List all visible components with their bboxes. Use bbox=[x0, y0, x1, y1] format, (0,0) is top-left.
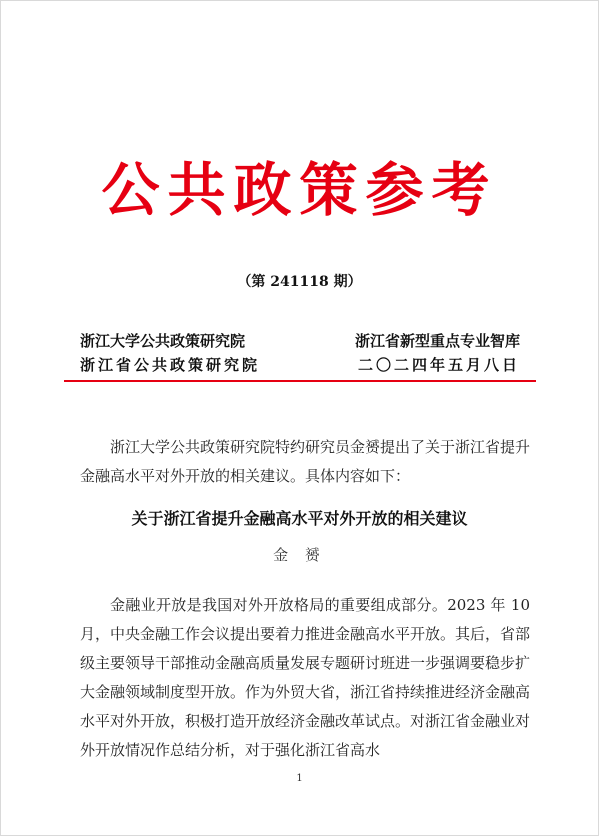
body-paragraph: 金融业开放是我国对外开放格局的重要组成部分。2023 年 10 月，中央金融工作会议提出要着力推进金融高水平开放。其后，省部级主要领导干部推动金融高质量发展专题研讨班进一步强调要稳步扩大金融领域制度型开放。作为外贸大省，浙江省持续推进经济金融高水平对外开放，积极打造开放经济金融改革试点。对浙江省金融业对外开放情况作总结分析，对于强化浙江省高水 bbox=[80, 596, 531, 759]
red-divider-line bbox=[64, 380, 536, 382]
issue-number: （第 241118 期） bbox=[237, 274, 362, 290]
article-title: 关于浙江省提升金融高水平对外开放的相关建议 bbox=[131, 509, 468, 528]
intro-text: 浙江大学公共政策研究院特约研究员金赟提出了关于浙江省提升金融高水平对外开放的相关建议。具体内容如下： bbox=[80, 438, 531, 485]
page-number: 1 bbox=[296, 773, 303, 784]
masthead-title: 公共政策参考 bbox=[101, 156, 498, 224]
intro-paragraph bbox=[80, 433, 530, 491]
article-body bbox=[80, 591, 530, 765]
publisher-header bbox=[80, 329, 520, 377]
think-tank-designation: 浙江省新型重点专业智库 bbox=[354, 332, 520, 350]
article-author: 金 赟 bbox=[273, 546, 326, 564]
publication-date: 二〇二四年五月八日 bbox=[357, 356, 520, 374]
header-row-1 bbox=[80, 329, 520, 353]
provincial-institute-name: 浙江省公共政策研究院 bbox=[80, 356, 261, 374]
header-row-2 bbox=[80, 353, 520, 377]
publisher-name: 浙江大学公共政策研究院 bbox=[80, 332, 246, 350]
